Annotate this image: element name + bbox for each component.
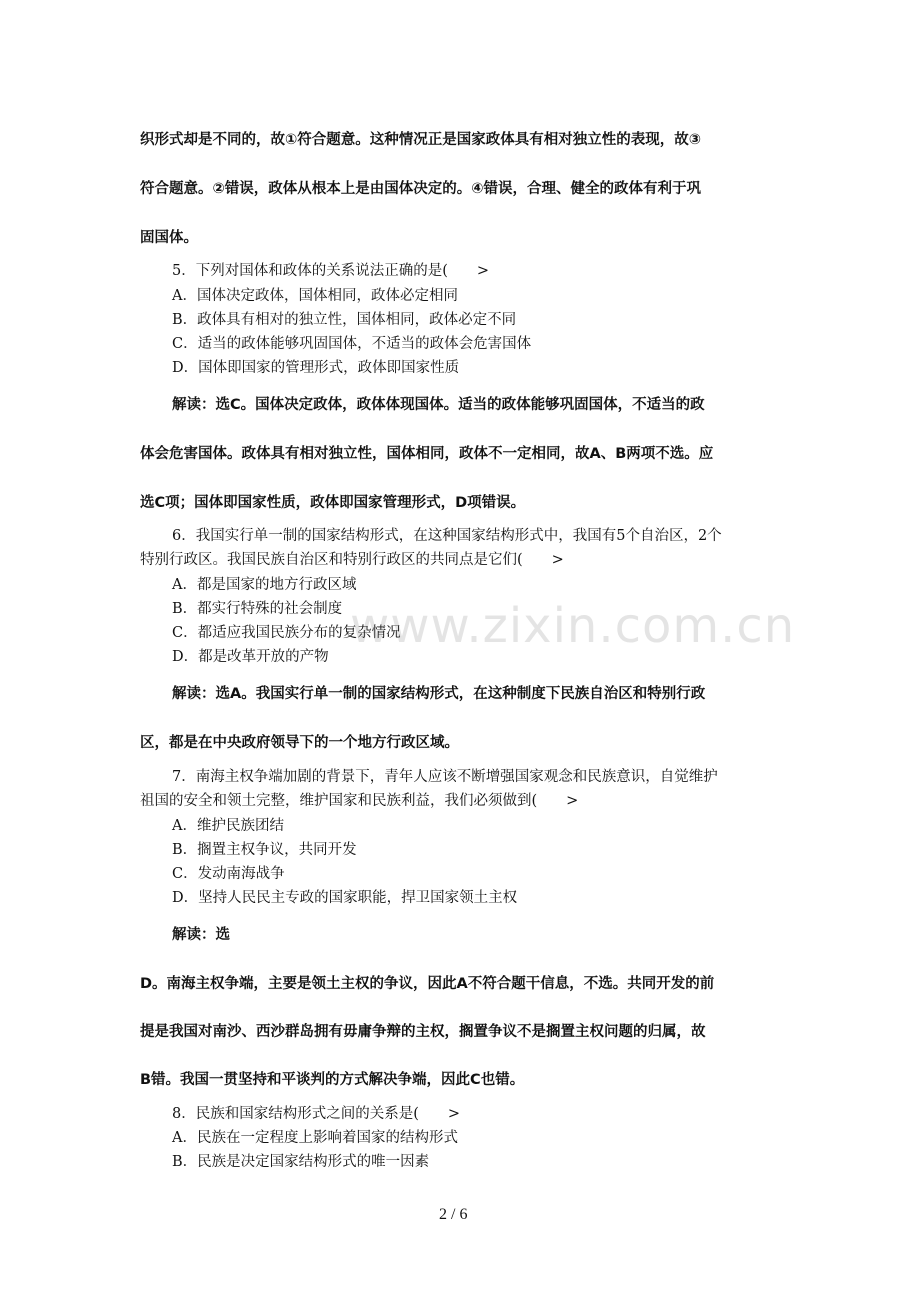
- question-7-stem-line: 祖国的安全和领土完整，维护国家和民族利益，我们必须做到( >: [140, 793, 579, 809]
- question-5-stem: 5．下列对国体和政体的关系说法正确的是( >: [172, 263, 490, 279]
- question-6-option-c: C．都适应我国民族分布的复杂情况: [172, 625, 401, 641]
- question-7-stem-line: 7．南海主权争端加剧的背景下，青年人应该不断增强国家观念和民族意识，自觉维护: [172, 769, 718, 785]
- question-8-option-a: A．民族在一定程度上影响着国家的结构形式: [172, 1130, 458, 1146]
- page-number: 2 / 6: [439, 1206, 468, 1223]
- question-5-answer-line: 选C项；国体即国家性质，政体即国家管理形式，D项错误。: [140, 495, 526, 511]
- question-7-option-b: B．搁置主权争议，共同开发: [172, 842, 357, 858]
- answer-text-line: 固国体。: [140, 230, 198, 246]
- question-7-answer-line: D。南海主权争端，主要是领土主权的争议，因此A不符合题干信息，不选。共同开发的前: [140, 976, 715, 992]
- question-5-answer-line: 体会危害国体。政体具有相对独立性，国体相同，政体不一定相同，故A、B两项不选。应: [140, 446, 714, 462]
- question-8-option-b: B．民族是决定国家结构形式的唯一因素: [172, 1154, 430, 1170]
- question-7-answer-line: B错。我国一贯坚持和平谈判的方式解决争端，因此C也错。: [140, 1072, 525, 1088]
- question-5-option-d: D．国体即国家的管理形式，政体即国家性质: [172, 360, 460, 376]
- watermark: www.zixin.com.cn: [350, 598, 796, 654]
- question-7-option-a: A．维护民族团结: [172, 818, 284, 834]
- answer-text-line: 织形式却是不同的，故①符合题意。这种情况正是国家政体具有相对独立性的表现，故③: [140, 132, 702, 148]
- question-7-option-c: C．发动南海战争: [172, 866, 285, 882]
- question-6-stem-line: 6．我国实行单一制的国家结构形式，在这种国家结构形式中，我国有5个自治区，2个: [172, 528, 722, 544]
- question-5-option-b: B．政体具有相对的独立性，国体相同，政体必定不同: [172, 312, 517, 328]
- answer-text-line: 符合题意。②错误，政体从根本上是由国体决定的。④错误，合理、健全的政体有利于巩: [140, 181, 702, 197]
- question-6-answer-line: 解读：选A。我国实行单一制的国家结构形式，在这种制度下民族自治区和特别行政: [172, 686, 706, 702]
- question-6-stem-line: 特别行政区。我国民族自治区和特别行政区的共同点是它们( >: [140, 552, 564, 568]
- question-6-option-a: A．都是国家的地方行政区域: [172, 577, 357, 593]
- question-5-option-a: A．国体决定政体，国体相同，政体必定相同: [172, 288, 458, 304]
- question-8-stem: 8．民族和国家结构形式之间的关系是( >: [172, 1106, 461, 1122]
- question-7-option-d: D．坚持人民民主专政的国家职能，捍卫国家领土主权: [172, 890, 518, 906]
- question-7-answer-line: 解读：选: [172, 927, 230, 943]
- question-6-option-b: B．都实行特殊的社会制度: [172, 601, 343, 617]
- question-5-option-c: C．适当的政体能够巩固国体，不适当的政体会危害国体: [172, 336, 532, 352]
- question-5-answer-line: 解读：选C。国体决定政体，政体体现国体。适当的政体能够巩固国体，不适当的政: [172, 397, 705, 413]
- question-7-answer-line: 提是我国对南沙、西沙群岛拥有毋庸争辩的主权，搁置争议不是搁置主权问题的归属，故: [140, 1024, 706, 1040]
- question-6-answer-line: 区，都是在中央政府领导下的一个地方行政区域。: [140, 735, 459, 751]
- question-6-option-d: D．都是改革开放的产物: [172, 649, 329, 665]
